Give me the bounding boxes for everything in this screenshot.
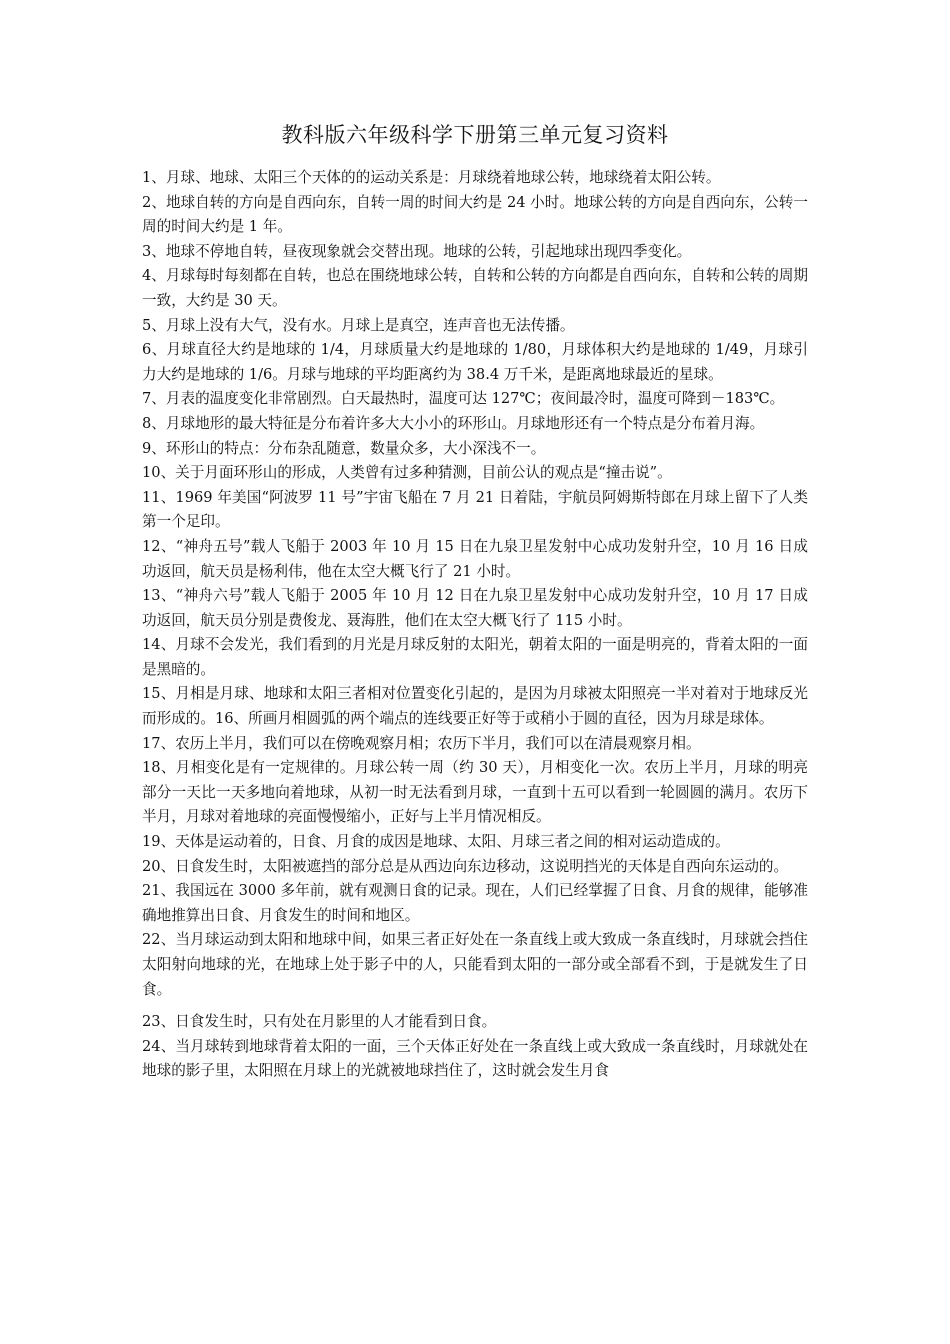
- paragraph-24: 24、当月球转到地球背着太阳的一面，三个天体正好处在一条直线上或大致成一条直线时，月球就处在地球的影子里，太阳照在月球上的光就被地球挡住了，这时就会发生月食: [142, 1037, 808, 1080]
- paragraph-9: 9、环形山的特点：分布杂乱随意，数量众多，大小深浅不一。: [142, 439, 546, 457]
- paragraph-8: 8、月球地形的最大特征是分布着许多大大小小的环形山。月球地形还有一个特点是分布着月海。: [142, 414, 765, 432]
- paragraph-1: 1、月球、地球、太阳三个天体的的运动关系是：月球绕着地球公转，地球绕着太阳公转。: [142, 169, 721, 186]
- document-title: 教科版六年级科学下册第三单元复习资料: [281, 123, 669, 147]
- paragraph-10: 10、关于月面环形山的形成，人类曾有过多种猜测，目前公认的观点是“撞击说”。: [142, 464, 672, 482]
- paragraph-22: 22、当月球运动到太阳和地球中间，如果三者正好处在一条直线上或大致成一条直线时，月球就会挡住太阳射向地球的光，在地球上处于影子中的人，只能看到太阳的一部分或全部看不到，于是就发生了日食。: [142, 931, 808, 998]
- paragraph-6: 6、月球直径大约是地球的 1/4，月球质量大约是地球的 1/80，月球体积大约是地球的 1/49，月球引力大约是地球的 1/6。月球与地球的平均距离约为 38.4 万千米，是距离地球最近的星球。: [142, 341, 808, 383]
- paragraph-13: 13、“神舟六号”载人飞船于 2005 年 10 月 12 日在九泉卫星发射中心成功发射升空，10 月 17 日成功返回，航天员分别是费俊龙、聂海胜，他们在太空大概飞行了 115 小时。: [142, 587, 808, 629]
- paragraph-21: 21、我国远在 3000 多年前，就有观测日食的记录。现在，人们已经掌握了日食、月食的规律，能够准确地推算出日食、月食发生的时间和地区。: [142, 882, 808, 924]
- paragraph-3: 3、地球不停地自转，昼夜现象就会交替出现。地球的公转，引起地球出现四季变化。: [142, 242, 692, 260]
- paragraph-2: 2、地球自转的方向是自西向东，自转一周的时间大约是 24 小时。地球公转的方向是自西向东，公转一周的时间大约是 1 年。: [142, 193, 808, 236]
- paragraph-7: 7、月表的温度变化非常剧烈。白天最热时，温度可达 127℃；夜间最冷时，温度可降到－183℃。: [142, 390, 785, 408]
- paragraph-23: 23、日食发生时，只有处在月影里的人才能看到日食。: [142, 1013, 497, 1031]
- paragraph-19: 19、天体是运动着的，日食、月食的成因是地球、太阳、月球三者之间的相对运动造成的。: [142, 833, 730, 851]
- paragraph-11: 11、1969 年美国“阿波罗 11 号”宇宙飞船在 7 月 21 日着陆，宇航员阿姆斯特郎在月球上留下了人类第一个足印。: [142, 488, 808, 531]
- paragraph-20: 20、日食发生时，太阳被遮挡的部分总是从西边向东边移动，这说明挡光的天体是自西向东运动的。: [142, 857, 789, 875]
- paragraph-14: 14、月球不会发光，我们看到的月光是月球反射的太阳光，朝着太阳的一面是明亮的，背着太阳的一面是黑暗的。: [142, 636, 808, 678]
- document-body: [142, 166, 808, 1084]
- paragraph-12: 12、“神舟五号”载人飞船于 2003 年 10 月 15 日在九泉卫星发射中心成功发射升空，10 月 16 日成功返回，航天员是杨利伟，他在太空大概飞行了 21 小时。: [142, 537, 808, 580]
- paragraph-5: 5、月球上没有大气，没有水。月球上是真空，连声音也无法传播。: [142, 316, 575, 334]
- paragraph-15: 15、月相是月球、地球和太阳三者相对位置变化引起的，是因为月球被太阳照亮一半对着对于地球反光而形成的。16、所画月相圆弧的两个端点的连线要正好等于或稍小于圆的直径，因为月球是球体。: [142, 685, 808, 728]
- paragraph-18: 18、月相变化是有一定规律的。月球公转一周（约 30 天），月相变化一次。农历上半月，月球的明亮部分一天比一天多地向着地球，从初一时无法看到月球，一直到十五可以看到一轮圆圆的满月。农历下半月，月球对着地球的亮面慢慢缩小，正好与上半月情况相反。: [142, 759, 808, 826]
- paragraph-4: 4、月球每时每刻都在自转，也总在围绕地球公转，自转和公转的方向都是自西向东，自转和公转的周期一致，大约是 30 天。: [142, 267, 809, 309]
- paragraph-17: 17、农历上半月，我们可以在傍晚观察月相；农历下半月，我们可以在清晨观察月相。: [142, 734, 701, 752]
